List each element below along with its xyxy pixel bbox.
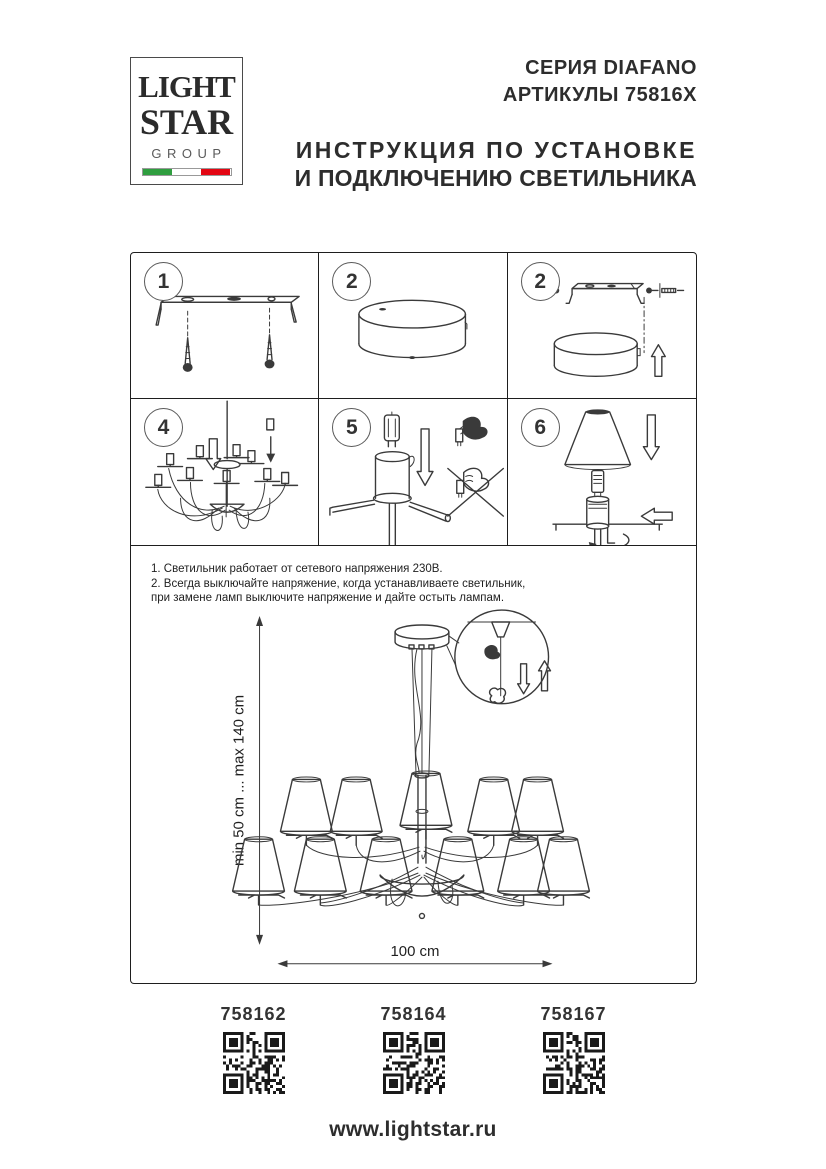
step-number-badge: 2: [332, 262, 371, 301]
header: [295, 55, 697, 192]
upper-shade-row: [280, 771, 563, 845]
flag-green-stripe: [143, 169, 172, 175]
lightstar-logo: [130, 57, 243, 185]
chandelier-dimension-drawing: [131, 546, 696, 983]
article-number: 758167: [540, 1004, 607, 1024]
step-number-badge: 4: [144, 408, 183, 447]
logo-text-light: LIGHT: [138, 69, 235, 104]
qr-code: [223, 1032, 285, 1094]
main-diagram-panel: [130, 546, 697, 984]
product-item: [514, 1004, 634, 1094]
qr-code: [383, 1032, 445, 1094]
article-number: 758164: [380, 1004, 447, 1024]
logo-text-star: STAR: [139, 102, 234, 142]
step-cell-6: [508, 399, 696, 545]
step-cell-1: [131, 253, 319, 399]
qr-code: [543, 1032, 605, 1094]
step-number-badge: 5: [332, 408, 371, 447]
installation-steps-grid: [130, 252, 697, 546]
step-cell-2: [319, 253, 507, 399]
flag-red-stripe: [201, 169, 230, 175]
width-dimension-label: 100 cm: [390, 942, 440, 960]
instruction-title-line2: И ПОДКЛЮЧЕНИЮ СВЕТИЛЬНИКА: [294, 165, 697, 191]
article-number: 758162: [220, 1004, 287, 1024]
articles-label: АРТИКУЛЫ 75816X: [502, 84, 697, 106]
flag-white-stripe: [172, 169, 201, 175]
note-line-1: 1. Светильник работает от сетевого напряжения 230В.: [151, 563, 443, 575]
logo-text-group: GROUP: [151, 146, 227, 161]
step-number-badge: 1: [144, 262, 183, 301]
series-label: СЕРИЯ DIAFANO: [525, 57, 697, 79]
instruction-title-line1: ИНСТРУКЦИЯ ПО УСТАНОВКЕ: [295, 137, 697, 163]
product-articles-row: [130, 1004, 697, 1094]
website-url: www.lightstar.ru: [329, 1118, 497, 1141]
product-item: [194, 1004, 314, 1094]
step-number-badge: 2: [521, 262, 560, 301]
step-cell-3: [508, 253, 696, 399]
note-line-3: при замене ламп выключите напряжение и дайте остыть лампам.: [151, 592, 505, 604]
italian-flag-bar: [142, 168, 232, 176]
step-number-badge: 6: [521, 408, 560, 447]
step-cell-5: [319, 399, 507, 545]
note-line-2: 2. Всегда выключайте напряжение, когда устанавливаете светильник,: [151, 577, 526, 590]
height-dimension-label: min 50 cm ... max 140 cm: [230, 694, 248, 866]
product-item: [354, 1004, 474, 1094]
step-cell-4: [131, 399, 319, 545]
